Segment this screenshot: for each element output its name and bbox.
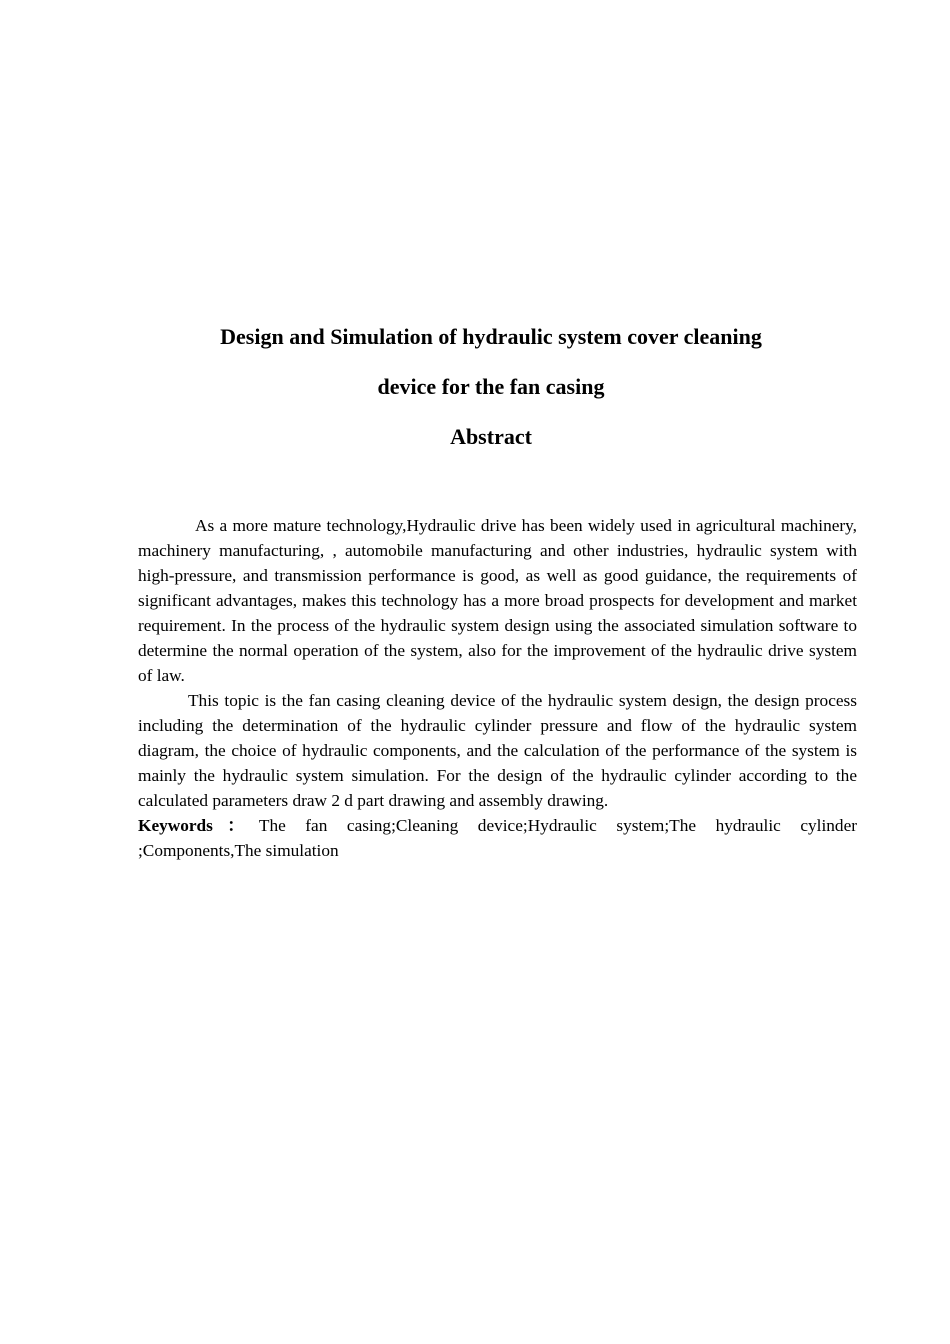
keywords-colon: ：: [227, 816, 245, 835]
keywords-label: Keywords: [138, 816, 213, 835]
abstract-heading: Abstract: [450, 424, 532, 449]
abstract-body: [138, 513, 857, 863]
keywords-line: [138, 813, 857, 863]
keywords-text: The fan casing;Cleaning device;Hydraulic system;The hydraulic cylinder ;Components,The simulation: [138, 816, 857, 860]
document-title-line-1: Design and Simulation of hydraulic system cover cleaning: [220, 324, 762, 349]
abstract-paragraph-1: As a more mature technology,Hydraulic drive has been widely used in agricultural machinery, machinery manufacturing, , automobile manufacturing and other industries, hydraulic system with high-pressure, and transmission performance is good, as well as good guidance, the requirements of significant advantages, makes this technology has a more broad prospects for development and market requirement. In the process of the hydraulic system design using the associated simulation software to determine the normal operation of the system, also for the improvement of the hydraulic drive system of law.: [138, 516, 857, 685]
title-block: [0, 312, 950, 462]
abstract-paragraph-2: This topic is the fan casing cleaning device of the hydraulic system design, the design process including the determination of the hydraulic cylinder pressure and flow of the hydraulic system diagram, the choice of hydraulic components, and the calculation of the performance of the system is mainly the hydraulic system simulation. For the design of the hydraulic cylinder according to the calculated parameters draw 2 d part drawing and assembly drawing.: [138, 691, 857, 810]
document-title-line-2: device for the fan casing: [377, 374, 605, 399]
